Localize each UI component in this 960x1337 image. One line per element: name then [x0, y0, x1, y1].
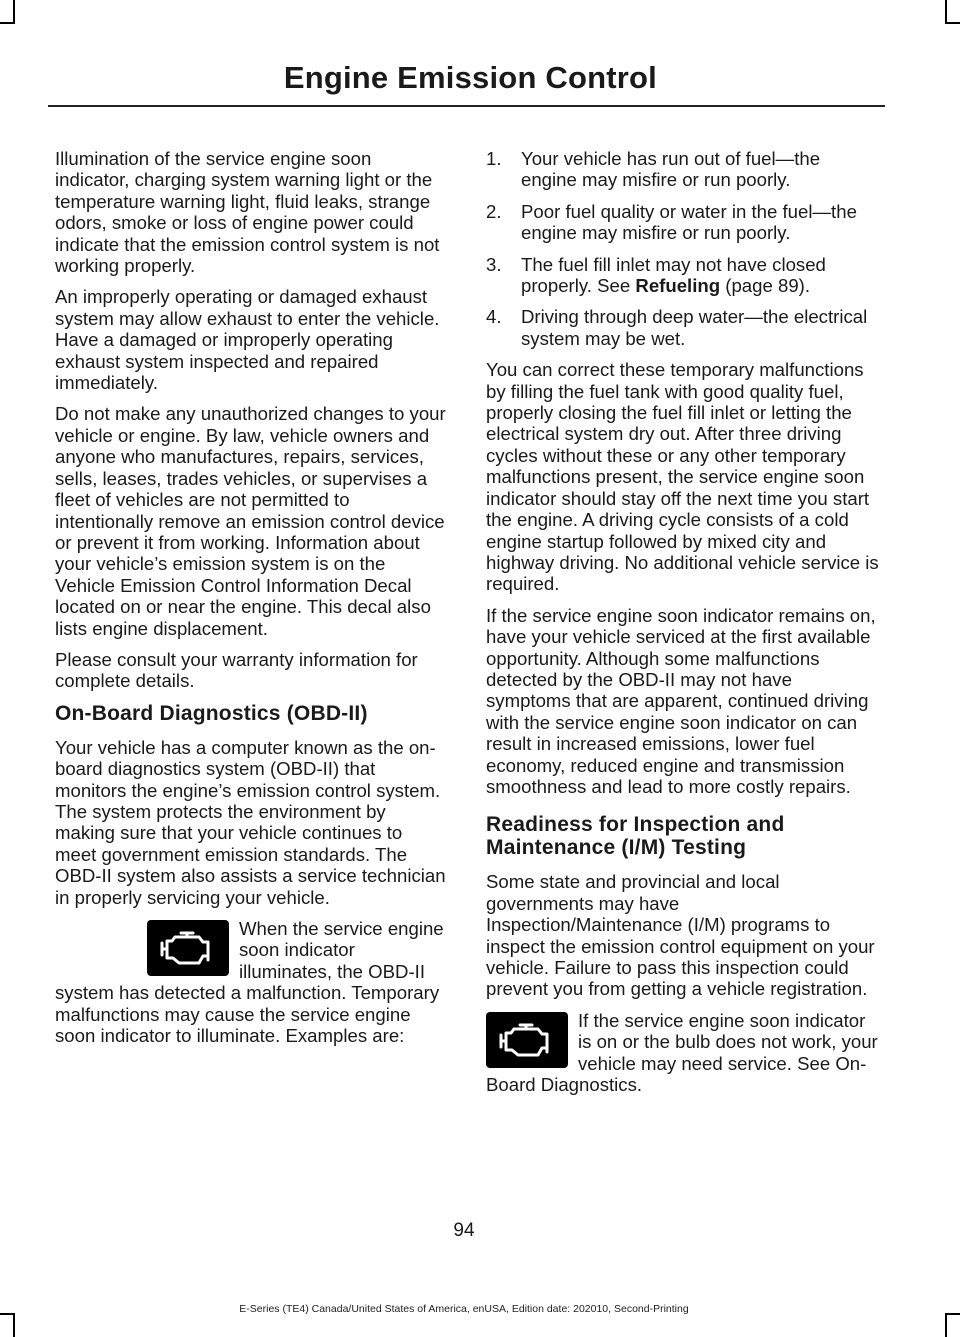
list-item	[486, 254, 880, 297]
paragraph: Your vehicle has a computer known as the on-board diagnostics system (OBD-II) that monitors the engine’s emission control system. The system protects the environment by making sure that your vehicle continues to meet government emission standards. The OBD-II system also assists a service technician in properly servicing your vehicle.	[55, 736, 446, 908]
paragraph: If the service engine soon indicator is on or the bulb does not work, your vehicle may need service. See On-Board Diagnostics.	[486, 1009, 878, 1096]
crop-mark	[945, 1313, 947, 1337]
paragraph: You can correct these temporary malfunctions by filling the fuel tank with good quality fuel, properly closing the fuel fill inlet or letting the electrical system dry out. After three driving cycles without these or any other temporary malfunctions present, the service engine soon indicator should stay off the next time you start the engine. A driving cycle consists of a cold engine startup followed by mixed city and highway driving. No additional vehicle service is required.	[486, 359, 879, 595]
list-item	[486, 306, 880, 349]
list-number: 4.	[486, 306, 502, 328]
refueling-link[interactable]: Refueling	[635, 275, 721, 297]
list-text-part: The fuel fill inlet may not have closed properly. See	[521, 253, 826, 297]
section-heading-readiness: Readiness for Inspection and Maintenance (I/M) Testing	[486, 813, 785, 860]
paragraph: Some state and provincial and local governments may have Inspection/Maintenance (I/M) programs to inspect the emission control equipment on your vehicle. Failure to pass this inspection could prevent you from getting a vehicle registration.	[486, 871, 875, 1000]
list-item	[486, 201, 880, 244]
list-text: Driving through deep water—the electrical system may be wet.	[521, 306, 868, 349]
crop-mark	[0, 22, 15, 24]
crop-mark	[945, 1313, 960, 1315]
header-rule	[48, 105, 885, 107]
check-engine-icon	[486, 1012, 568, 1068]
list-text-part: (page 89).	[720, 275, 811, 297]
list-text	[521, 254, 880, 297]
paragraph: When the service engine soon indicator illuminates, the OBD-II system has detected a malfunction. Temporary malfunctions may cause the service engine soon indicator to illuminate. Examples are:	[55, 918, 444, 1047]
list-item	[486, 148, 880, 191]
page-title: Engine Emission Control	[283, 60, 657, 95]
page-number: 94	[453, 1220, 475, 1241]
check-engine-icon-graphic	[496, 1021, 558, 1059]
section-heading-obd: On-Board Diagnostics (OBD-II)	[55, 701, 368, 725]
left-column	[55, 148, 447, 1056]
crop-mark	[13, 0, 15, 24]
list-number: 3.	[486, 253, 502, 275]
list-number: 2.	[486, 200, 502, 222]
examples-list	[486, 148, 880, 349]
list-number: 1.	[486, 148, 502, 169]
paragraph: Please consult your warranty information for complete details.	[55, 648, 418, 692]
check-engine-icon	[147, 920, 229, 976]
crop-mark	[945, 22, 960, 24]
crop-mark	[945, 0, 947, 24]
paragraph: An improperly operating or damaged exhaust system may allow exhaust to enter the vehicle. Have a damaged or improperly operating exhaust system inspected and repaired immediately.	[55, 286, 440, 394]
list-text: Poor fuel quality or water in the fuel—the engine may misfire or run poorly.	[521, 200, 857, 244]
paragraph: Do not make any unauthorized changes to your vehicle or engine. By law, vehicle owners and anyone who manufactures, repairs, services, sells, leases, trades vehicles, or supervises a fleet of vehicles are not permitted to intentionally remove an emission control device or prevent it from working. Information about your vehicle’s emission system is on the Vehicle Emission Control Information Decal located on or near the engine. This decal also lists engine displacement.	[55, 403, 446, 639]
right-column	[486, 148, 880, 1105]
check-engine-icon-graphic	[157, 929, 219, 967]
paragraph: If the service engine soon indicator remains on, have your vehicle serviced at the first available opportunity. Although some malfunctions detected by the OBD-II may not have symptoms that are apparent, continued driving with the service engine soon indicator on can result in increased emissions, lower fuel economy, reduced engine and transmission smoothness and lead to more costly repairs.	[486, 604, 876, 797]
crop-mark	[13, 1313, 15, 1337]
footer-edition: E-Series (TE4) Canada/United States of America, enUSA, Edition date: 202010, Second-Printing	[239, 1303, 689, 1315]
paragraph: Illumination of the service engine soon indicator, charging system warning light or the temperature warning light, fluid leaks, strange odors, smoke or loss of engine power could indicate that the emission control system is not working properly.	[55, 148, 440, 277]
list-text: Your vehicle has run out of fuel—the engine may misfire or run poorly.	[521, 148, 821, 191]
